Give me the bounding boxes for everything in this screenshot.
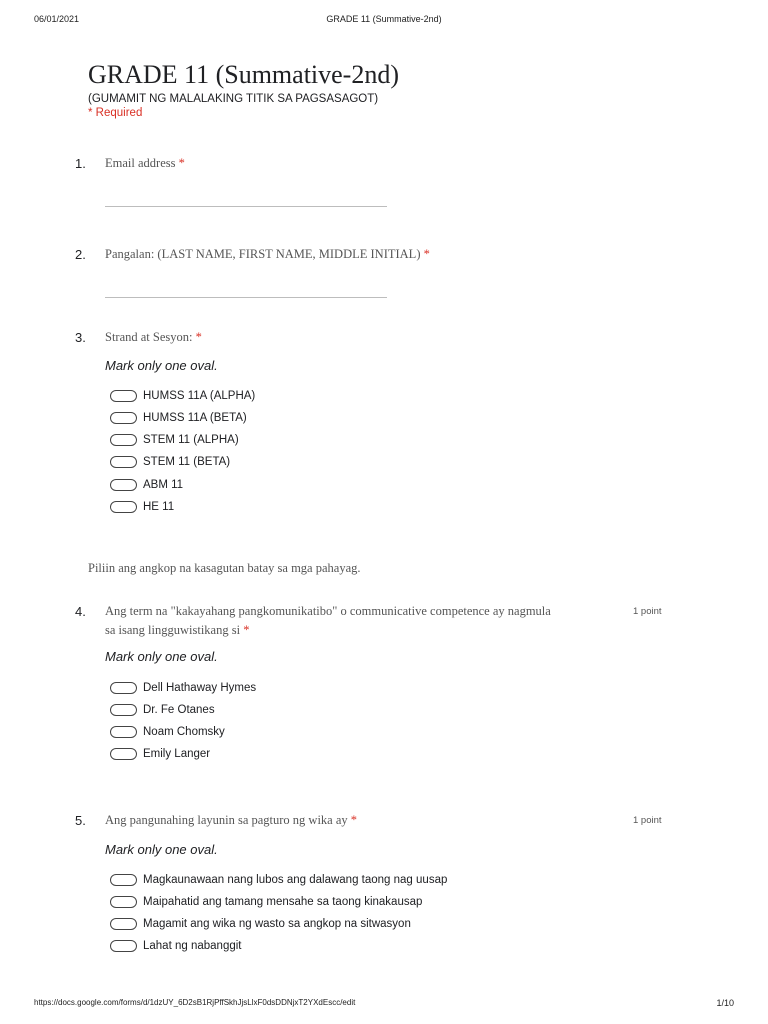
option-label: HUMSS 11A (ALPHA)	[143, 390, 256, 402]
required-asterisk: *	[423, 247, 430, 261]
radio-option[interactable]	[110, 454, 230, 470]
radio-oval[interactable]	[110, 704, 137, 716]
form-title: GRADE 11 (Summative-2nd)	[88, 60, 399, 89]
print-url: https://docs.google.com/forms/d/1dzUY_6D2sB1RjPffSkhJjsLlxF0dsDDNjxT2YXdEscc/edit	[34, 998, 356, 1007]
question-number: 1.	[75, 156, 86, 171]
radio-oval[interactable]	[110, 501, 137, 513]
required-note: * Required	[88, 107, 143, 119]
radio-option[interactable]	[110, 388, 255, 404]
required-asterisk: *	[178, 156, 185, 170]
radio-option[interactable]	[110, 938, 241, 954]
radio-oval[interactable]	[110, 748, 137, 760]
radio-option[interactable]	[110, 872, 447, 888]
radio-option[interactable]	[110, 746, 210, 762]
radio-oval[interactable]	[110, 940, 137, 952]
radio-option[interactable]	[110, 702, 215, 718]
radio-oval[interactable]	[110, 456, 137, 468]
radio-oval[interactable]	[110, 726, 137, 738]
option-label: STEM 11 (ALPHA)	[143, 434, 239, 446]
instruction-text: Mark only one oval.	[105, 842, 218, 857]
required-asterisk: *	[195, 330, 202, 344]
option-label: Maipahatid ang tamang mensahe sa taong kinakausap	[143, 896, 423, 908]
page-number: 1/10	[716, 998, 734, 1008]
question-number: 2.	[75, 247, 86, 262]
option-label: Magkaunawaan nang lubos ang dalawang taong nag uusap	[143, 874, 448, 886]
radio-option[interactable]	[110, 680, 256, 696]
radio-option[interactable]	[110, 410, 247, 426]
points-label: 1 point	[633, 815, 662, 826]
option-label: Lahat ng nabanggit	[143, 940, 242, 952]
radio-oval[interactable]	[110, 682, 137, 694]
question-text	[105, 328, 202, 347]
name-field[interactable]	[105, 297, 387, 298]
required-asterisk: *	[243, 623, 250, 637]
question-text	[105, 602, 551, 640]
points-label: 1 point	[633, 606, 662, 617]
print-date: 06/01/2021	[34, 14, 80, 24]
email-field[interactable]	[105, 206, 387, 207]
radio-oval[interactable]	[110, 896, 137, 908]
radio-option[interactable]	[110, 477, 183, 493]
radio-oval[interactable]	[110, 390, 137, 402]
radio-oval[interactable]	[110, 412, 137, 424]
radio-oval[interactable]	[110, 874, 137, 886]
option-label: Dr. Fe Otanes	[143, 704, 215, 716]
question-label: Ang pangunahing layunin sa pagturo ng wika ay	[105, 813, 348, 827]
question-label: Strand at Sesyon:	[105, 330, 193, 344]
option-label: Magamit ang wika ng wasto sa angkop na sitwasyon	[143, 918, 411, 930]
section-description: Piliin ang angkop na kasagutan batay sa mga pahayag.	[88, 561, 361, 575]
question-label-line-1: Ang term na "kakayahang pangkomunikatibo" o communicative competence ay nagmula	[105, 604, 551, 618]
radio-option[interactable]	[110, 916, 411, 932]
option-label: STEM 11 (BETA)	[143, 456, 231, 468]
instruction-text: Mark only one oval.	[105, 649, 218, 664]
question-text	[105, 245, 430, 264]
radio-oval[interactable]	[110, 434, 137, 446]
question-label: sa isang lingguwistikang si	[105, 623, 241, 637]
option-label: ABM 11	[143, 479, 184, 491]
question-number: 5.	[75, 813, 86, 828]
radio-oval[interactable]	[110, 918, 137, 930]
option-label: Dell Hathaway Hymes	[143, 682, 257, 694]
radio-option[interactable]	[110, 724, 225, 740]
option-label: HE 11	[143, 501, 175, 513]
radio-oval[interactable]	[110, 479, 137, 491]
option-label: Emily Langer	[143, 748, 211, 760]
radio-option[interactable]	[110, 499, 174, 515]
option-label: Noam Chomsky	[143, 726, 225, 738]
question-number: 3.	[75, 330, 86, 345]
question-label-line-2	[105, 621, 551, 640]
radio-option[interactable]	[110, 894, 422, 910]
radio-option[interactable]	[110, 432, 239, 448]
question-label: Email address	[105, 156, 176, 170]
question-text	[105, 154, 185, 173]
question-number: 4.	[75, 604, 86, 619]
instruction-text: Mark only one oval.	[105, 358, 218, 373]
form-subtitle: (GUMAMIT NG MALALAKING TITIK SA PAGSASAGOT)	[88, 93, 379, 105]
print-title: GRADE 11 (Summative-2nd)	[326, 14, 442, 24]
question-label: Pangalan: (LAST NAME, FIRST NAME, MIDDLE INITIAL)	[105, 247, 421, 261]
question-text	[105, 811, 357, 830]
required-asterisk: *	[350, 813, 358, 827]
option-label: HUMSS 11A (BETA)	[143, 412, 247, 424]
